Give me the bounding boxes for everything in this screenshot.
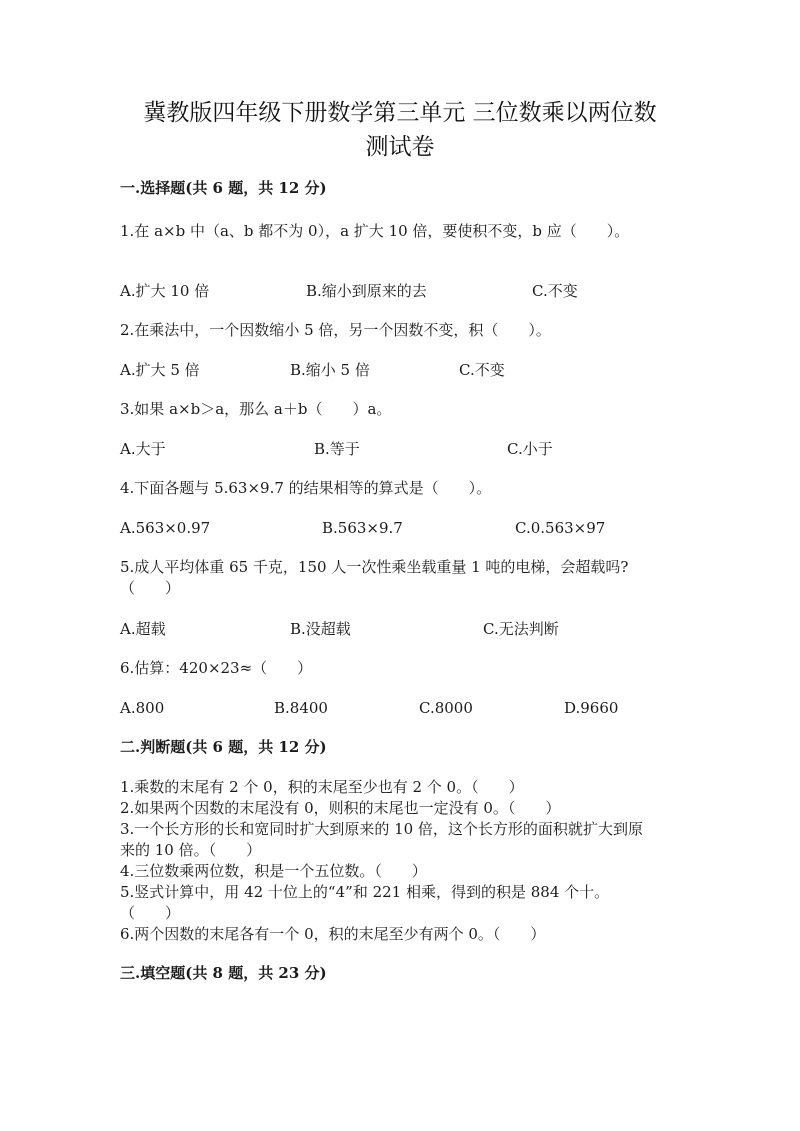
judgment-line: （ ） [120,904,181,922]
option-b: B.缩小到原来的去 [306,282,427,300]
judgment-line: 来的 10 倍。（ ） [120,841,262,859]
option-a: A.800 [120,699,165,717]
judgment-line: 3.一个长方形的长和宽同时扩大到原来的 10 倍，这个长方形的面积就扩大到原 [120,820,643,838]
section-heading-choice: 一.选择题(共 6 题，共 12 分) [120,179,327,197]
question-text: 5.成人平均体重 65 千克，150 人一次性乘坐载重量 1 吨的电梯，会超载吗? [120,558,629,576]
judgment-line: 2.如果两个因数的末尾没有 0，则积的末尾也一定没有 0。（ ） [120,799,561,817]
option-c: C.无法判断 [483,620,559,638]
option-a: A.超载 [120,620,166,638]
judgment-line: 4.三位数乘两位数，积是一个五位数。（ ） [120,862,427,880]
answer-bracket: （ ） [120,579,181,597]
question-text: 4.下面各题与 5.63×9.7 的结果相等的算式是（ ）。 [120,479,492,497]
question-text: 1.在 a×b 中（a、b 都不为 0），a 扩大 10 倍，要使积不变，b 应（ ）。 [120,222,630,240]
option-d: D.9660 [564,699,619,717]
exam-title-line1: 冀教版四年级下册数学第三单元 三位数乘以两位数 [143,100,657,126]
option-c: C.不变 [532,282,578,300]
option-a: A.大于 [120,440,166,458]
question-text: 2.在乘法中，一个因数缩小 5 倍，另一个因数不变，积（ ）。 [120,321,551,339]
judgment-line: 6.两个因数的末尾各有一个 0，积的末尾至少有两个 0。（ ） [120,925,546,943]
question-text: 3.如果 a×b＞a，那么 a＋b（ ）a。 [120,400,392,418]
judgment-line: 1.乘数的末尾有 2 个 0，积的末尾至少也有 2 个 0。（ ） [120,778,524,796]
option-c: C.小于 [507,440,553,458]
option-b: B.8400 [274,699,328,717]
option-c: C.0.563×97 [515,519,606,537]
question-text: 6.估算：420×23≈（ ） [120,659,313,677]
option-b: B.没超载 [290,620,351,638]
section-heading-fill-blank: 三.填空题(共 8 题，共 23 分) [120,964,327,982]
option-c: C.8000 [419,699,473,717]
option-b: B.等于 [314,440,360,458]
option-b: B.缩小 5 倍 [290,361,370,379]
option-c: C.不变 [459,361,505,379]
exam-title-line2: 测试卷 [365,134,435,160]
section-heading-judgment: 二.判断题(共 6 题，共 12 分) [120,738,327,756]
option-a: A.扩大 5 倍 [120,361,200,379]
option-a: A.扩大 10 倍 [120,282,210,300]
judgment-line: 5.竖式计算中，用 42 十位上的“4”和 221 相乘，得到的积是 884 个十。 [120,883,610,901]
option-a: A.563×0.97 [120,519,211,537]
option-b: B.563×9.7 [322,519,403,537]
